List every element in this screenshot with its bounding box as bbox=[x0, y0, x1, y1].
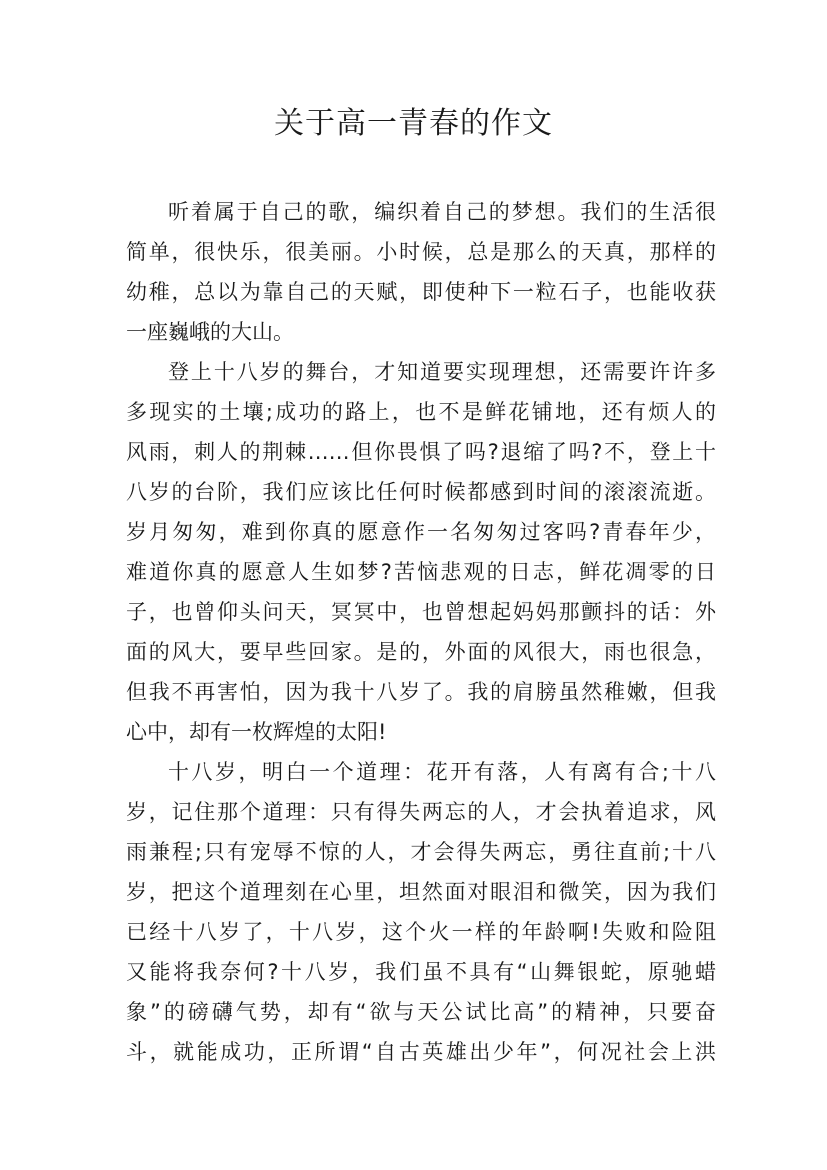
paragraph-2-line: 面的风大，要早些回家。是的，外面的风很大，雨也很急， bbox=[126, 640, 716, 664]
paragraph-2-line: 登上十八岁的舞台，才知道要实现理想，还需要许许多 bbox=[168, 360, 716, 384]
paragraph-3-line: 又能将我奈何?十八岁，我们虽不具有“山舞银蛇，原驰蜡 bbox=[126, 960, 716, 984]
paragraph-3-line: 斗，就能成功，正所谓“自古英雄出少年”，何况社会上洪 bbox=[126, 1040, 716, 1064]
paragraph-2-line: 多现实的土壤;成功的路上，也不是鲜花铺地，还有烦人的 bbox=[126, 400, 716, 424]
paragraph-3-line: 十八岁，明白一个道理：花开有落，人有离有合;十八 bbox=[168, 760, 716, 784]
paragraph-2-line: 难道你真的愿意人生如梦?苦恼悲观的日志，鲜花凋零的日 bbox=[126, 560, 716, 584]
paragraph-2-line: 子，也曾仰头问天，冥冥中，也曾想起妈妈那颤抖的话：外 bbox=[126, 600, 716, 624]
document-title: 关于高一青春的作文 bbox=[274, 106, 553, 141]
paragraph-2-line: 岁月匆匆，难到你真的愿意作一名匆匆过客吗?青春年少， bbox=[126, 520, 716, 544]
paragraph-2-line: 心中，却有一枚辉煌的太阳! bbox=[126, 720, 387, 744]
paragraph-2-line: 但我不再害怕，因为我十八岁了。我的肩膀虽然稚嫩，但我 bbox=[126, 680, 716, 704]
paragraph-2-line: 风雨，刺人的荆棘……但你畏惧了吗?退缩了吗?不，登上十 bbox=[126, 440, 716, 464]
paragraph-3-line: 象”的磅礴气势，却有“欲与天公试比高”的精神，只要奋 bbox=[126, 1000, 716, 1024]
paragraph-3-line: 岁，把这个道理刻在心里，坦然面对眼泪和微笑，因为我们 bbox=[126, 880, 716, 904]
paragraph-1-line: 一座巍峨的大山。 bbox=[126, 320, 294, 344]
paragraph-2-line: 八岁的台阶，我们应该比任何时候都感到时间的滚滚流逝。 bbox=[126, 480, 716, 504]
paragraph-3-line: 雨兼程;只有宠辱不惊的人，才会得失两忘，勇往直前;十八 bbox=[126, 840, 716, 864]
paragraph-1-line: 简单，很快乐，很美丽。小时候，总是那么的天真，那样的 bbox=[126, 240, 716, 264]
paragraph-1-line: 幼稚，总以为靠自己的天赋，即使种下一粒石子，也能收获 bbox=[126, 280, 716, 304]
paragraph-3-line: 已经十八岁了，十八岁，这个火一样的年龄啊!失败和险阻 bbox=[126, 920, 716, 944]
paragraph-3-line: 岁，记住那个道理：只有得失两忘的人，才会执着追求，风 bbox=[126, 800, 716, 824]
paragraph-1-line: 听着属于自己的歌，编织着自己的梦想。我们的生活很 bbox=[168, 200, 716, 224]
